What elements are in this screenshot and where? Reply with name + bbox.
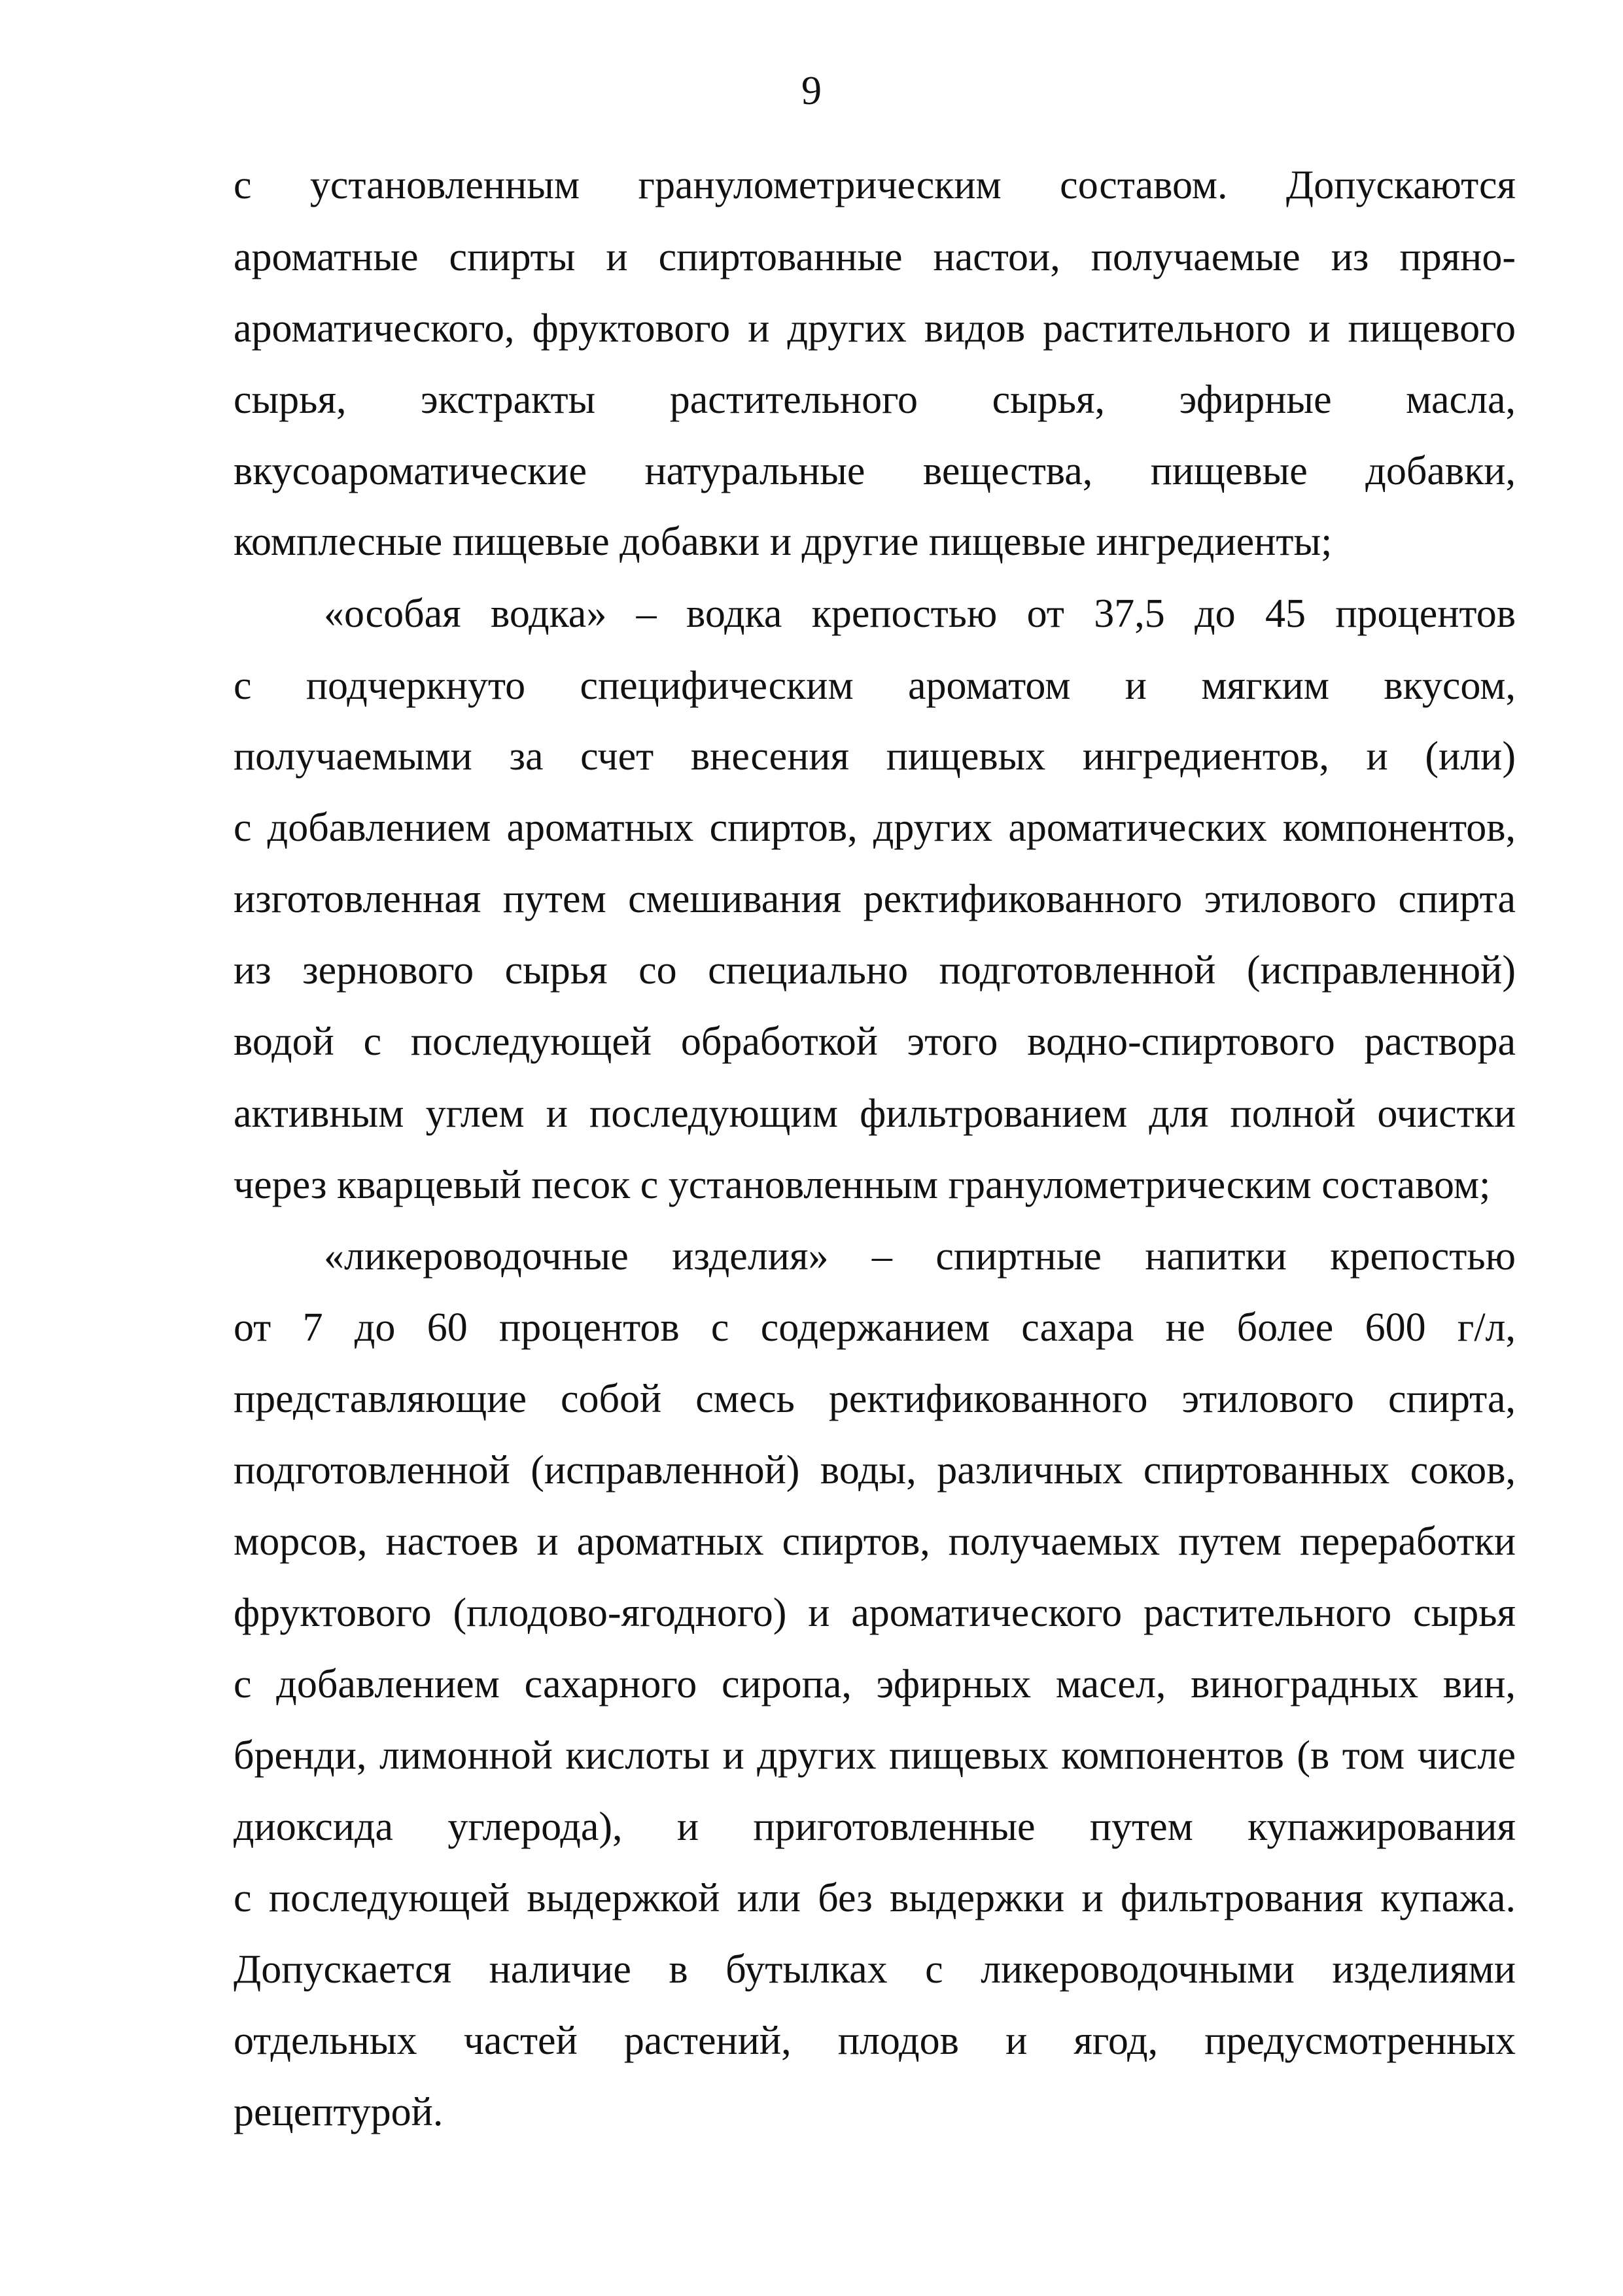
text-line: подготовленной (исправленной) воды, различных спиртованных соков, [234,1448,1516,1492]
text-line: водой с последующей обработкой этого водно-спиртового раствора [234,1019,1516,1064]
text-line: ароматического, фруктового и других видов растительного и пищевого [234,306,1516,351]
text-line: фруктового (плодово-ягодного) и ароматического растительного сырья [234,1591,1516,1635]
text-line: диоксида углерода), и приготовленные путем купажирования [234,1805,1516,1849]
text-line: от 7 до 60 процентов с содержанием сахара не более 600 г/л, [234,1305,1516,1350]
text-line: через кварцевый песок с установленным гранулометрическим составом; [234,1163,1491,1207]
text-line: с установленным гранулометрическим составом. Допускаются [234,163,1516,207]
text-line: сырья, экстракты растительного сырья, эфирные масла, [234,378,1516,422]
text-line: вкусоароматические натуральные вещества, пищевые добавки, [234,449,1516,493]
text-line: Допускается наличие в бутылках с ликероводочными изделиями [234,1947,1516,1992]
page-number: 9 [801,69,822,113]
text-line: комплесные пищевые добавки и другие пищевые ингредиенты; [234,520,1333,564]
paragraph-start-line: «особая водка» – водка крепостью от 37,5 до 45 процентов [324,592,1516,636]
text-line: с последующей выдержкой или без выдержки и фильтрования купажа. [234,1876,1516,1920]
text-line: ароматные спирты и спиртованные настои, получаемые из пряно- [234,235,1516,279]
text-line: бренди, лимонной кислоты и других пищевых компонентов (в том числе [234,1733,1516,1778]
text-line: с добавлением сахарного сиропа, эфирных масел, виноградных вин, [234,1662,1516,1706]
text-line: с добавлением ароматных спиртов, других ароматических компонентов, [234,805,1516,850]
text-line: представляющие собой смесь ректификованного этилового спирта, [234,1377,1516,1421]
text-line: получаемыми за счет внесения пищевых ингредиентов, и (или) [234,734,1516,779]
text-line: с подчеркнуто специфическим ароматом и мягким вкусом, [234,663,1516,708]
text-line: рецептурой. [234,2090,444,2134]
text-line: изготовленная путем смешивания ректификованного этилового спирта [234,877,1516,921]
text-line: из зернового сырья со специально подготовленной (исправленной) [234,948,1516,993]
text-line: активным углем и последующим фильтрованием для полной очистки [234,1091,1516,1136]
text-line: морсов, настоев и ароматных спиртов, получаемых путем переработки [234,1519,1516,1564]
paragraph-start-line: «ликероводочные изделия» – спиртные напитки крепостью [324,1234,1516,1279]
text-line: отдельных частей растений, плодов и ягод, предусмотренных [234,2019,1516,2063]
